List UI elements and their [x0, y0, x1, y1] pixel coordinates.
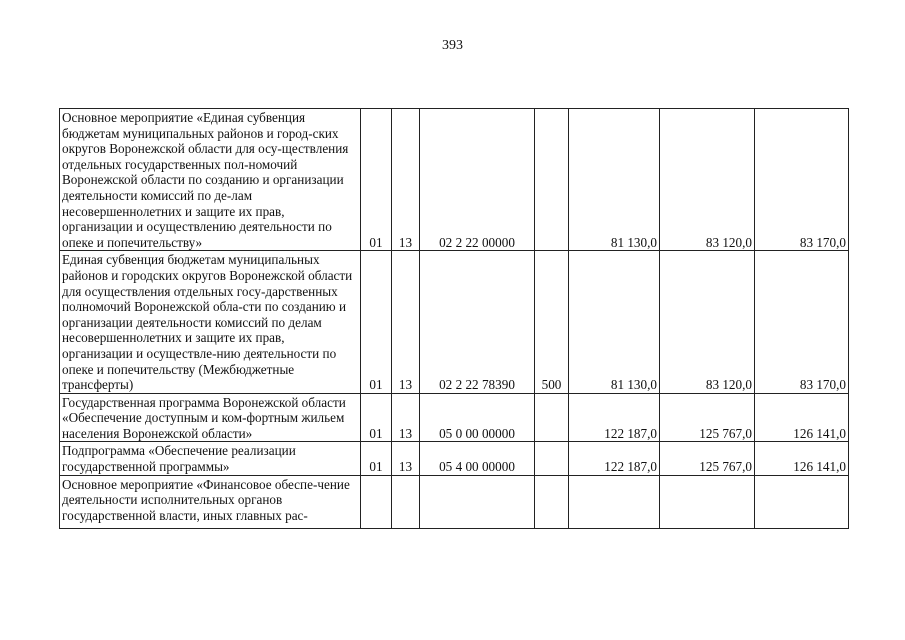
- table-row: [60, 393, 849, 442]
- expense-type-code: [535, 475, 569, 528]
- subsection-code: 13: [392, 109, 420, 251]
- section-code: 01: [361, 393, 392, 442]
- amount-year-2: 125 767,0: [660, 393, 755, 442]
- amount-year-2: 83 120,0: [660, 251, 755, 393]
- amount-year-2: [660, 475, 755, 528]
- target-article-code: 05 0 00 00000: [420, 393, 535, 442]
- amount-year-1: [569, 475, 660, 528]
- target-article-code: [420, 475, 535, 528]
- amount-year-1: 81 130,0: [569, 251, 660, 393]
- amount-year-3: 83 170,0: [755, 109, 849, 251]
- subsection-code: 13: [392, 442, 420, 475]
- section-code: 01: [361, 251, 392, 393]
- row-name: Основное мероприятие «Единая субвенция бюджетам муниципальных районов и город-ских округов Воронежской области для осу-ществления отдельных государственных пол-номочий Воронежской области по созданию и организации деятельности комиссий по де-лам несовершеннолетних и защите их прав, организации и осуществлению деятельности по опеке и попечительству»: [60, 109, 361, 251]
- amount-year-1: 81 130,0: [569, 109, 660, 251]
- target-article-code: 02 2 22 78390: [420, 251, 535, 393]
- row-name: Единая субвенция бюджетам муниципальных районов и городских округов Воронежской области для осуществления отдельных госу-дарственных полномочий Воронежской обла-сти по созданию и организации деятельности комиссий по делам несовершеннолетних и защите их прав, организации и осуществле-нию деятельности по опеке и попечительству (Межбюджетные трансферты): [60, 251, 361, 393]
- amount-year-2: 125 767,0: [660, 442, 755, 475]
- row-name: Государственная программа Воронежской области «Обеспечение доступным и ком-фортным жильем населения Воронежской области»: [60, 393, 361, 442]
- subsection-code: [392, 475, 420, 528]
- expense-type-code: [535, 393, 569, 442]
- target-article-code: 05 4 00 00000: [420, 442, 535, 475]
- expense-type-code: [535, 109, 569, 251]
- table-row: [60, 475, 849, 528]
- expense-type-code: 500: [535, 251, 569, 393]
- row-name: Основное мероприятие «Финансовое обеспе-чение деятельности исполнительных органов государственной власти, иных главных рас-: [60, 475, 361, 528]
- amount-year-1: 122 187,0: [569, 393, 660, 442]
- amount-year-1: 122 187,0: [569, 442, 660, 475]
- table-row: [60, 109, 849, 251]
- target-article-code: 02 2 22 00000: [420, 109, 535, 251]
- amount-year-3: 126 141,0: [755, 393, 849, 442]
- page-number: 393: [442, 38, 463, 53]
- amount-year-3: [755, 475, 849, 528]
- row-name: Подпрограмма «Обеспечение реализации государственной программы»: [60, 442, 361, 475]
- table-row: [60, 251, 849, 393]
- subsection-code: 13: [392, 393, 420, 442]
- expense-type-code: [535, 442, 569, 475]
- section-code: [361, 475, 392, 528]
- amount-year-3: 126 141,0: [755, 442, 849, 475]
- amount-year-2: 83 120,0: [660, 109, 755, 251]
- table-row: [60, 442, 849, 475]
- section-code: 01: [361, 442, 392, 475]
- section-code: 01: [361, 109, 392, 251]
- budget-table: [59, 108, 849, 529]
- subsection-code: 13: [392, 251, 420, 393]
- amount-year-3: 83 170,0: [755, 251, 849, 393]
